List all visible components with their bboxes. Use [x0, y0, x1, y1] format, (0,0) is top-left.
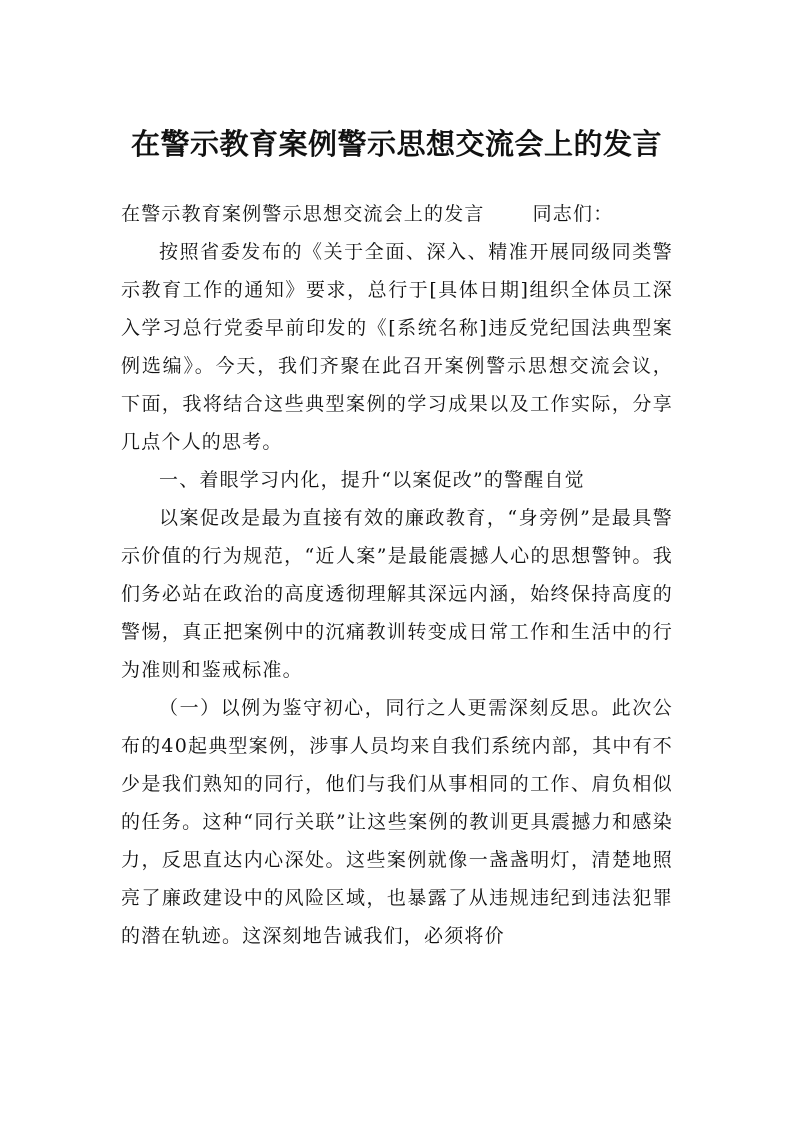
- section-heading-1: 一、着眼学习内化，提升“以案促改”的警醒自觉: [159, 469, 585, 491]
- paragraph-subsection-1: （一）以例为鉴守初心，同行之人更需深刻反思。此次公布的40起典型案例，涉事人员均来自我们系统内部，其中有不少是我们熟知的同行，他们与我们从事相同的工作、肩负相似的任务。这种“同行关联”让这些案例的教训更具震撼力和感染力，反思直达内心深处。这些案例就像一盏盏明灯，清楚地照亮了廉政建设中的风险区域，也暴露了从违规违纪到违法犯罪的潜在轨迹。这深刻地告诫我们，必须将价: [121, 697, 673, 947]
- repeated-title: 在警示教育案例警示思想交流会上的发言: [121, 203, 485, 225]
- opening-line: [121, 195, 673, 233]
- paragraph-section-1: 以案促改是最为直接有效的廉政教育，“身旁例”是最具警示价值的行为规范，“近人案”是最能震撼人心的思想警钟。我们务必站在政治的高度透彻理解其深远内涵，始终保持高度的警惕，真正把案例中的沉痛教训转变成日常工作和生活中的行为准则和鉴戒标准。: [121, 507, 673, 681]
- paragraph-intro: 按照省委发布的《关于全面、深入、精准开展同级同类警示教育工作的通知》要求，总行于[具体日期]组织全体员工深入学习总行党委早前印发的《[系统名称]违反党纪国法典型案例选编》。今天，我们齐聚在此召开案例警示思想交流会议，下面，我将结合这些典型案例的学习成果以及工作实际，分享几点个人的思考。: [121, 241, 673, 453]
- document-title: 在警示教育案例警示思想交流会上的发言: [130, 127, 662, 161]
- document-body: [121, 195, 673, 955]
- salutation: 同志们：: [532, 203, 614, 225]
